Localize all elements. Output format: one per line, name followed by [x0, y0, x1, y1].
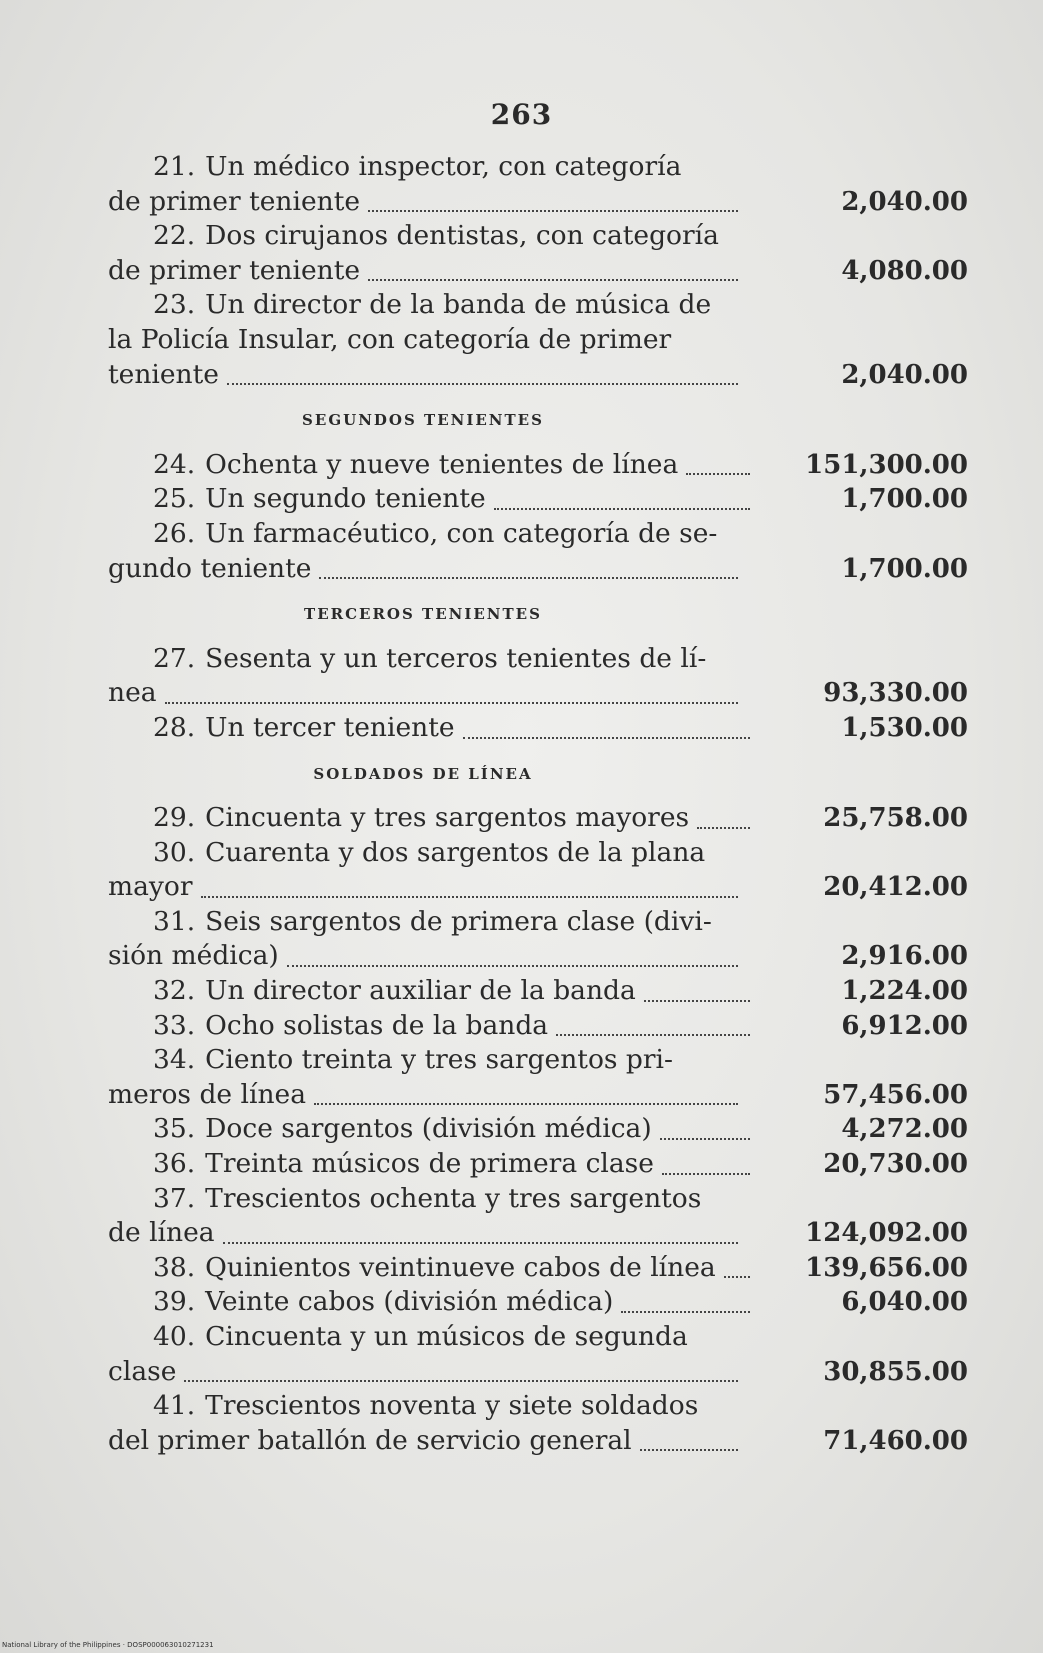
entry-amount: 57,456.00: [823, 1079, 968, 1110]
entry-text: de línea: [108, 1217, 215, 1249]
entry-text: de primer teniente: [108, 254, 361, 286]
entry-number: 32.: [153, 975, 196, 1007]
list-item: [108, 801, 968, 836]
entry-number: 23.: [153, 289, 196, 321]
section-heading-terceros-tenientes: TERCEROS TENIENTES: [304, 605, 542, 624]
entry-number: 28.: [153, 711, 196, 743]
section-heading-soldados-de-linea: SOLDADOS DE LÍNEA: [313, 764, 533, 783]
page-footer: National Library of the Philippines · DOSP000063010271231: [2, 1641, 214, 1649]
entry-line: [108, 482, 968, 517]
entry-line: [108, 219, 968, 254]
entry-line: [108, 323, 968, 358]
list-item: [108, 1251, 968, 1286]
entry-line: [108, 939, 968, 974]
entry-line: [108, 1285, 968, 1320]
entry-number: 40.: [153, 1321, 196, 1352]
entry-line: [108, 836, 968, 871]
list-item: [108, 150, 968, 219]
entry-text: de primer teniente: [108, 185, 361, 217]
entry-number: 34.: [153, 1044, 196, 1076]
entry-text: Dos cirujanos dentistas, con categoría: [205, 220, 719, 252]
entry-number: 27.: [153, 642, 196, 674]
entry-line: [108, 185, 968, 220]
dot-leader: [724, 1272, 750, 1278]
entry-line: [108, 1182, 968, 1217]
entry-line: [108, 150, 968, 185]
entry-text: Un director auxiliar de la banda: [205, 975, 636, 1007]
list-item: [108, 482, 968, 517]
entry-line: [108, 870, 968, 905]
list-item: [108, 288, 968, 392]
entry-line: [108, 711, 968, 746]
entry-text: Ocho solistas de la banda: [205, 1009, 549, 1041]
dot-leader: [644, 996, 750, 1002]
list-item: [108, 1009, 968, 1044]
entry-amount: 20,412.00: [823, 872, 968, 903]
dot-leader: [463, 733, 750, 739]
entry-number: 39.: [153, 1286, 196, 1318]
entry-line: [108, 1251, 968, 1286]
entry-text: Trescientos ochenta y tres sargentos: [205, 1182, 702, 1214]
entry-amount: 1,224.00: [841, 976, 968, 1007]
entry-amount: 1,530.00: [841, 712, 968, 743]
entry-number: 38.: [153, 1251, 196, 1283]
dot-leader: [184, 1376, 738, 1382]
entry-text: gundo teniente: [108, 552, 312, 584]
entry-text: Ciento treinta y tres sargentos pri-: [205, 1044, 673, 1076]
list-item: [108, 1285, 968, 1320]
entry-amount: 1,700.00: [841, 553, 968, 584]
dot-leader: [368, 206, 738, 212]
dot-leader: [287, 961, 738, 967]
entry-line: [108, 1112, 968, 1147]
entry-line: [108, 254, 968, 289]
entry-amount: 2,040.00: [841, 359, 968, 390]
entry-line: [108, 1355, 968, 1390]
dot-leader: [165, 698, 738, 704]
entries-group-first-lieutenants: [108, 150, 968, 392]
entry-text: Veinte cabos (división médica): [205, 1286, 614, 1318]
entry-line: [108, 974, 968, 1009]
entry-number: 41.: [153, 1390, 196, 1422]
entry-number: 36.: [153, 1148, 196, 1180]
entry-text: Treinta músicos de primera clase: [205, 1148, 654, 1180]
entry-line: [108, 358, 968, 393]
entry-text: la Policía Insular, con categoría de primer: [108, 323, 672, 355]
dot-leader: [494, 504, 750, 510]
entry-amount: 30,855.00: [823, 1356, 968, 1387]
entry-amount: 20,730.00: [823, 1149, 968, 1180]
dot-leader: [319, 573, 738, 579]
entry-number: 37.: [153, 1182, 196, 1214]
list-item: [108, 219, 968, 288]
dot-leader: [556, 1030, 750, 1036]
entry-number: 26.: [153, 517, 196, 549]
entry-number: 25.: [153, 483, 196, 515]
entry-text: mayor: [108, 871, 193, 903]
entry-text: Un director de la banda de música de: [205, 289, 712, 321]
entry-text: Sesenta y un terceros tenientes de lí-: [205, 642, 707, 674]
entry-number: 30.: [153, 836, 196, 868]
dot-leader: [368, 275, 738, 281]
dot-leader: [314, 1099, 738, 1105]
entry-text: Trescientos noventa y siete soldados: [205, 1390, 699, 1422]
dot-leader: [662, 1169, 750, 1175]
entry-number: 35.: [153, 1113, 196, 1145]
list-item: [108, 905, 968, 974]
entry-line: [108, 1216, 968, 1251]
list-item: [108, 1320, 968, 1389]
entry-text: Cuarenta y dos sargentos de la plana: [205, 836, 706, 868]
entry-line: [108, 1389, 968, 1424]
list-item: [108, 974, 968, 1009]
entry-amount: 2,040.00: [841, 186, 968, 217]
entries-group-enlisted: [108, 801, 968, 1458]
entry-line: [108, 1078, 968, 1113]
entry-text: sión médica): [108, 940, 279, 972]
entry-amount: 139,656.00: [805, 1252, 968, 1283]
entry-text: teniente: [108, 358, 219, 390]
list-item: [108, 1043, 968, 1112]
entry-line: [108, 676, 968, 711]
entry-amount: 93,330.00: [823, 678, 968, 709]
entry-text: Un médico inspector, con categoría: [205, 151, 682, 182]
list-item: [108, 1389, 968, 1458]
entry-amount: 151,300.00: [805, 449, 968, 480]
entry-line: [108, 1043, 968, 1078]
entry-amount: 1,700.00: [841, 484, 968, 515]
list-item: [108, 1112, 968, 1147]
entry-number: 24.: [153, 448, 196, 480]
entry-number: 29.: [153, 802, 196, 834]
list-item: [108, 836, 968, 905]
entry-line: [108, 642, 968, 677]
entry-number: 22.: [153, 220, 196, 252]
entry-line: [108, 905, 968, 940]
entry-amount: 4,272.00: [841, 1114, 968, 1145]
dot-leader: [201, 892, 738, 898]
list-item: [108, 448, 968, 483]
list-item: [108, 711, 968, 746]
budget-list: [108, 150, 968, 1458]
entry-text: Un tercer teniente: [205, 711, 455, 743]
entry-text: Cincuenta y un músicos de segunda: [205, 1321, 688, 1352]
entry-amount: 25,758.00: [823, 803, 968, 834]
entry-amount: 124,092.00: [805, 1218, 968, 1249]
dot-leader: [660, 1134, 750, 1140]
section-heading-segundos-tenientes: SEGUNDOS TENIENTES: [302, 411, 544, 430]
entry-text: nea: [108, 677, 157, 709]
entry-number: 31.: [153, 905, 196, 937]
dot-leader: [621, 1307, 750, 1313]
entry-line: [108, 801, 968, 836]
dot-leader: [227, 379, 738, 385]
entry-amount: 6,040.00: [841, 1287, 968, 1318]
entry-amount: 6,912.00: [841, 1010, 968, 1041]
entry-amount: 4,080.00: [841, 255, 968, 286]
entry-number: 21.: [153, 151, 196, 182]
entry-line: [108, 1320, 968, 1355]
dot-leader: [686, 469, 750, 475]
dot-leader: [640, 1445, 738, 1451]
dot-leader: [223, 1238, 738, 1244]
list-item: [108, 1147, 968, 1182]
entry-line: [108, 1147, 968, 1182]
dot-leader: [697, 823, 750, 829]
entry-line: [108, 1009, 968, 1044]
entry-text: Doce sargentos (división médica): [205, 1113, 652, 1145]
list-item: [108, 1182, 968, 1251]
entry-text: clase: [108, 1355, 177, 1387]
entry-text: Un farmacéutico, con categoría de se-: [205, 517, 718, 549]
entry-text: meros de línea: [108, 1078, 307, 1110]
entry-line: [108, 448, 968, 483]
list-item: [108, 517, 968, 586]
entry-text: Un segundo teniente: [205, 483, 486, 515]
list-item: [108, 642, 968, 711]
entry-number: 33.: [153, 1009, 196, 1041]
entry-text: del primer batallón de servicio general: [108, 1424, 632, 1456]
entry-text: Cincuenta y tres sargentos mayores: [205, 802, 690, 834]
entry-line: [108, 288, 968, 323]
entry-amount: 2,916.00: [841, 941, 968, 972]
page-number: 263: [490, 98, 553, 131]
entries-group-third-lieutenants: [108, 642, 968, 746]
entry-line: [108, 517, 968, 552]
entry-text: Quinientos veintinueve cabos de línea: [205, 1251, 716, 1283]
entry-text: Seis sargentos de primera clase (divi-: [205, 905, 712, 937]
entry-text: Ochenta y nueve tenientes de línea: [205, 448, 679, 480]
entry-line: [108, 552, 968, 587]
entry-amount: 71,460.00: [823, 1425, 968, 1456]
entries-group-second-lieutenants: [108, 448, 968, 586]
entry-line: [108, 1424, 968, 1459]
